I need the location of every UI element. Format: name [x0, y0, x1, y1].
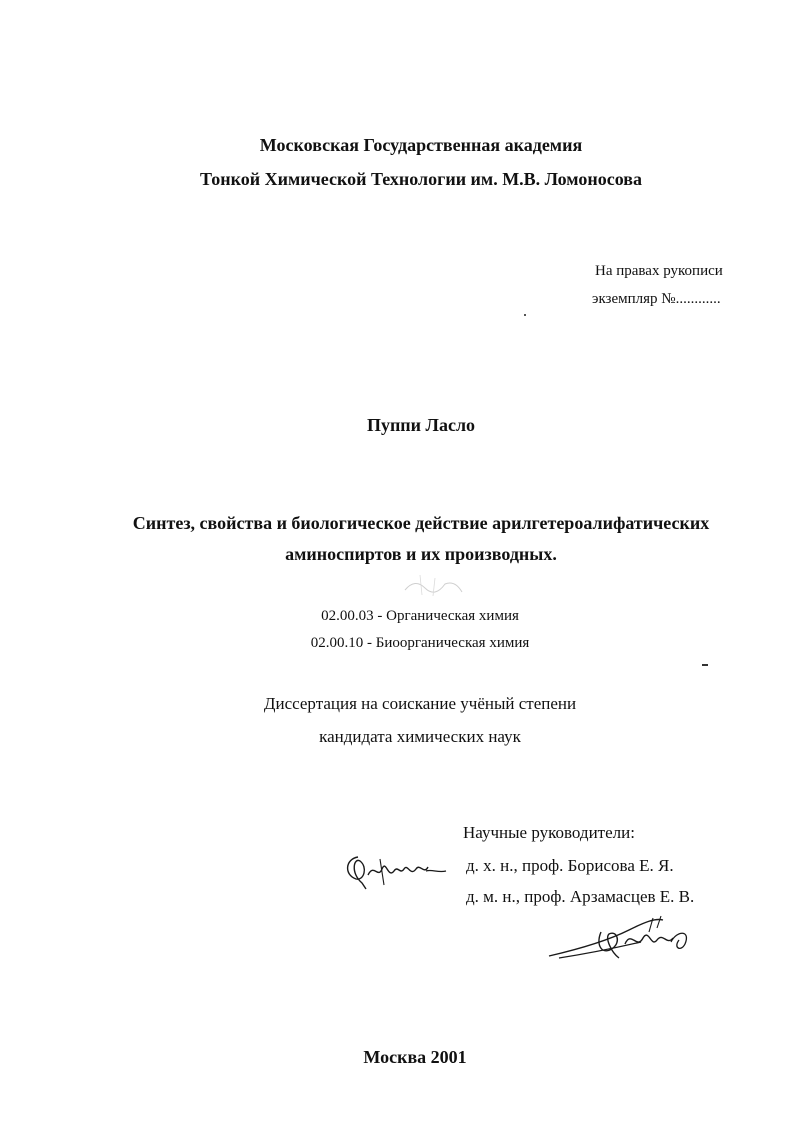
rights-line-2: экземпляр №............ [592, 291, 721, 307]
scan-speck [702, 664, 708, 666]
dissertation-line-1: Диссертация на соискание учёный степени [263, 694, 577, 713]
specialty-1: 02.00.03 - Органическая химия [321, 608, 519, 624]
signature-borisova [340, 845, 450, 895]
institution-line-1: Московская Государственная академия [259, 135, 583, 155]
supervisors-heading: Научные руководители: [463, 823, 635, 842]
faint-stamp-mark [400, 570, 470, 600]
institution-line-2: Тонкой Химической Технологии им. М.В. Ломоносова [200, 169, 642, 189]
dissertation-line-2: кандидата химических наук [319, 727, 521, 746]
specialty-2: 02.00.10 - Биоорганическая химия [310, 635, 530, 651]
signature-arzamastsev [545, 912, 705, 967]
thesis-title-line-2: аминоспиртов и их производных. [285, 544, 557, 564]
scan-speck [524, 314, 526, 316]
supervisor-1: д. х. н., проф. Борисова Е. Я. [466, 856, 674, 875]
rights-line-1: На правах рукописи [595, 263, 723, 279]
city-year: Москва 2001 [363, 1047, 467, 1067]
supervisor-2: д. м. н., проф. Арзамасцев Е. В. [466, 887, 695, 906]
thesis-title-line-1: Синтез, свойства и биологическое действие арилгетероалифатических [132, 513, 710, 533]
author-name: Пуппи Ласло [366, 415, 476, 435]
